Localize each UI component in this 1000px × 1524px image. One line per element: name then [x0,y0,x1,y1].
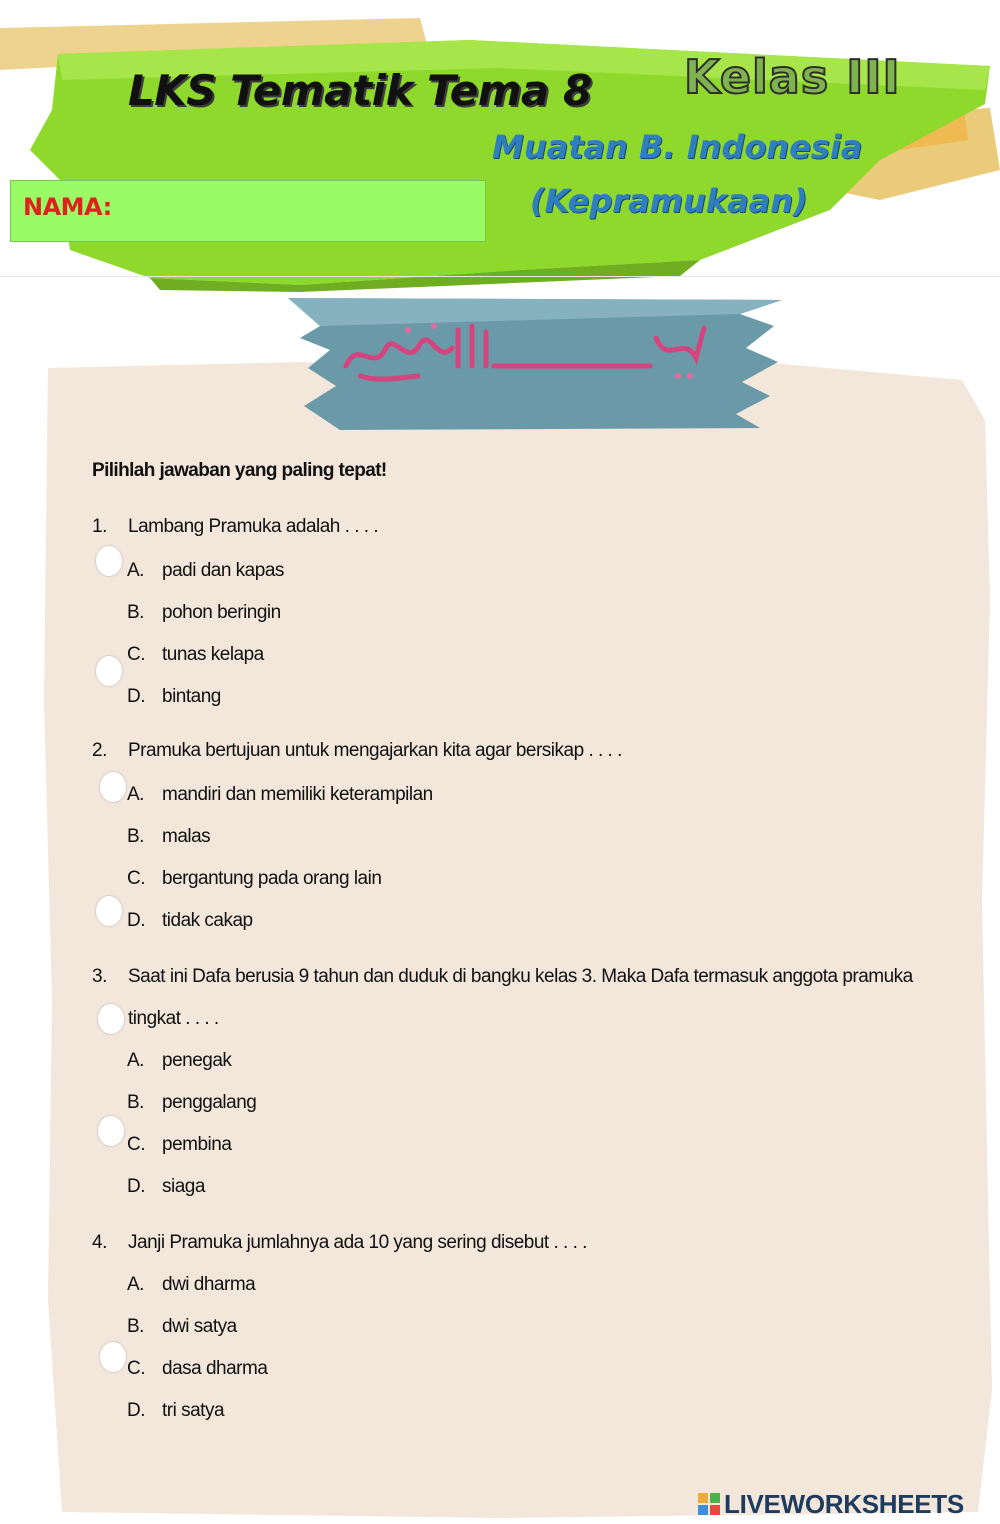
class-label: Kelas III [684,50,901,104]
option-letter: A. [127,784,144,805]
option-text: dwi dharma [162,1274,256,1295]
answer-radio-q3-blank[interactable] [98,1004,124,1034]
subject-label: Muatan B. Indonesia [492,128,863,166]
option-q2-a [127,784,433,806]
question-3 [92,966,913,988]
name-label: NAMA: [23,193,112,221]
option-text: siaga [162,1176,205,1197]
question-text: Lambang Pramuka adalah . . . . [128,516,379,537]
instruction-text: Pilihlah jawaban yang paling tepat! [92,460,387,481]
option-letter: A. [127,560,144,581]
option-text: dasa dharma [162,1358,268,1379]
option-letter: C. [127,1134,145,1155]
option-q4-b [127,1316,237,1338]
option-letter: B. [127,602,144,623]
option-text: tidak cakap [162,910,253,931]
option-q3-a [127,1050,231,1072]
option-q1-a [127,560,284,582]
question-text: Pramuka bertujuan untuk mengajarkan kita agar bersikap . . . . [128,740,622,761]
liveworksheets-logo[interactable] [698,1490,964,1518]
option-letter: C. [127,1358,145,1379]
option-q1-b [127,602,281,624]
option-text: penggalang [162,1092,257,1113]
bismillah-calligraphy [338,318,714,386]
option-text: tri satya [162,1400,225,1421]
header-divider [0,276,1000,277]
option-letter: A. [127,1050,144,1071]
option-text: pembina [162,1134,232,1155]
answer-radio-q3-c[interactable] [98,1116,124,1146]
option-text: bergantung pada orang lain [162,868,382,889]
option-text: bintang [162,686,221,707]
option-q2-b [127,826,210,848]
question-number: 1. [92,516,107,537]
question-text: Saat ini Dafa berusia 9 tahun dan duduk di bangku kelas 3. Maka Dafa termasuk anggota pramuka [128,966,913,987]
option-q4-a [127,1274,255,1296]
question-4 [92,1232,587,1254]
option-letter: A. [127,1274,144,1295]
option-q2-d [127,910,253,932]
option-letter: D. [127,686,145,707]
option-text: malas [162,826,211,847]
option-letter: D. [127,910,145,931]
answer-radio-q1-a[interactable] [96,546,122,576]
option-letter: B. [127,1092,144,1113]
logo-text: LIVEWORKSHEETS [724,1488,964,1519]
option-letter: B. [127,826,144,847]
question-number: 2. [92,740,107,761]
answer-radio-q4-c[interactable] [100,1342,126,1372]
option-text: mandiri dan memiliki keterampilan [162,784,433,805]
worksheet-title: LKS Tematik Tema 8 [128,66,592,115]
subtopic-label: (Kepramukaan) [530,182,808,220]
option-letter: C. [127,644,145,665]
question-1 [92,516,378,538]
answer-radio-q2-a[interactable] [100,772,126,802]
liveworksheets-icon [698,1493,720,1515]
option-letter: D. [127,1176,145,1197]
option-q4-c [127,1358,267,1380]
option-letter: B. [127,1316,144,1337]
question-number: 4. [92,1232,107,1253]
option-q1-c [127,644,264,666]
name-field-box [10,180,486,242]
option-text: pohon beringin [162,602,281,623]
option-text: penegak [162,1050,232,1071]
question-text: Janji Pramuka jumlahnya ada 10 yang sering disebut . . . . [128,1232,587,1253]
option-letter: D. [127,1400,145,1421]
option-q3-d [127,1176,205,1198]
question-3-continued: tingkat . . . . [128,1008,219,1029]
option-q4-d [127,1400,224,1422]
option-text: padi dan kapas [162,560,284,581]
answer-radio-q1-c[interactable] [96,656,122,686]
question-2 [92,740,622,762]
option-letter: C. [127,868,145,889]
answer-radio-q2-d[interactable] [96,896,122,926]
option-text: tunas kelapa [162,644,264,665]
option-q3-b [127,1092,256,1114]
option-text: dwi satya [162,1316,237,1337]
question-number: 3. [92,966,107,987]
option-q3-c [127,1134,231,1156]
name-input[interactable] [129,191,478,231]
option-q2-c [127,868,381,890]
worksheet-header [0,0,1000,300]
option-q1-d [127,686,221,708]
